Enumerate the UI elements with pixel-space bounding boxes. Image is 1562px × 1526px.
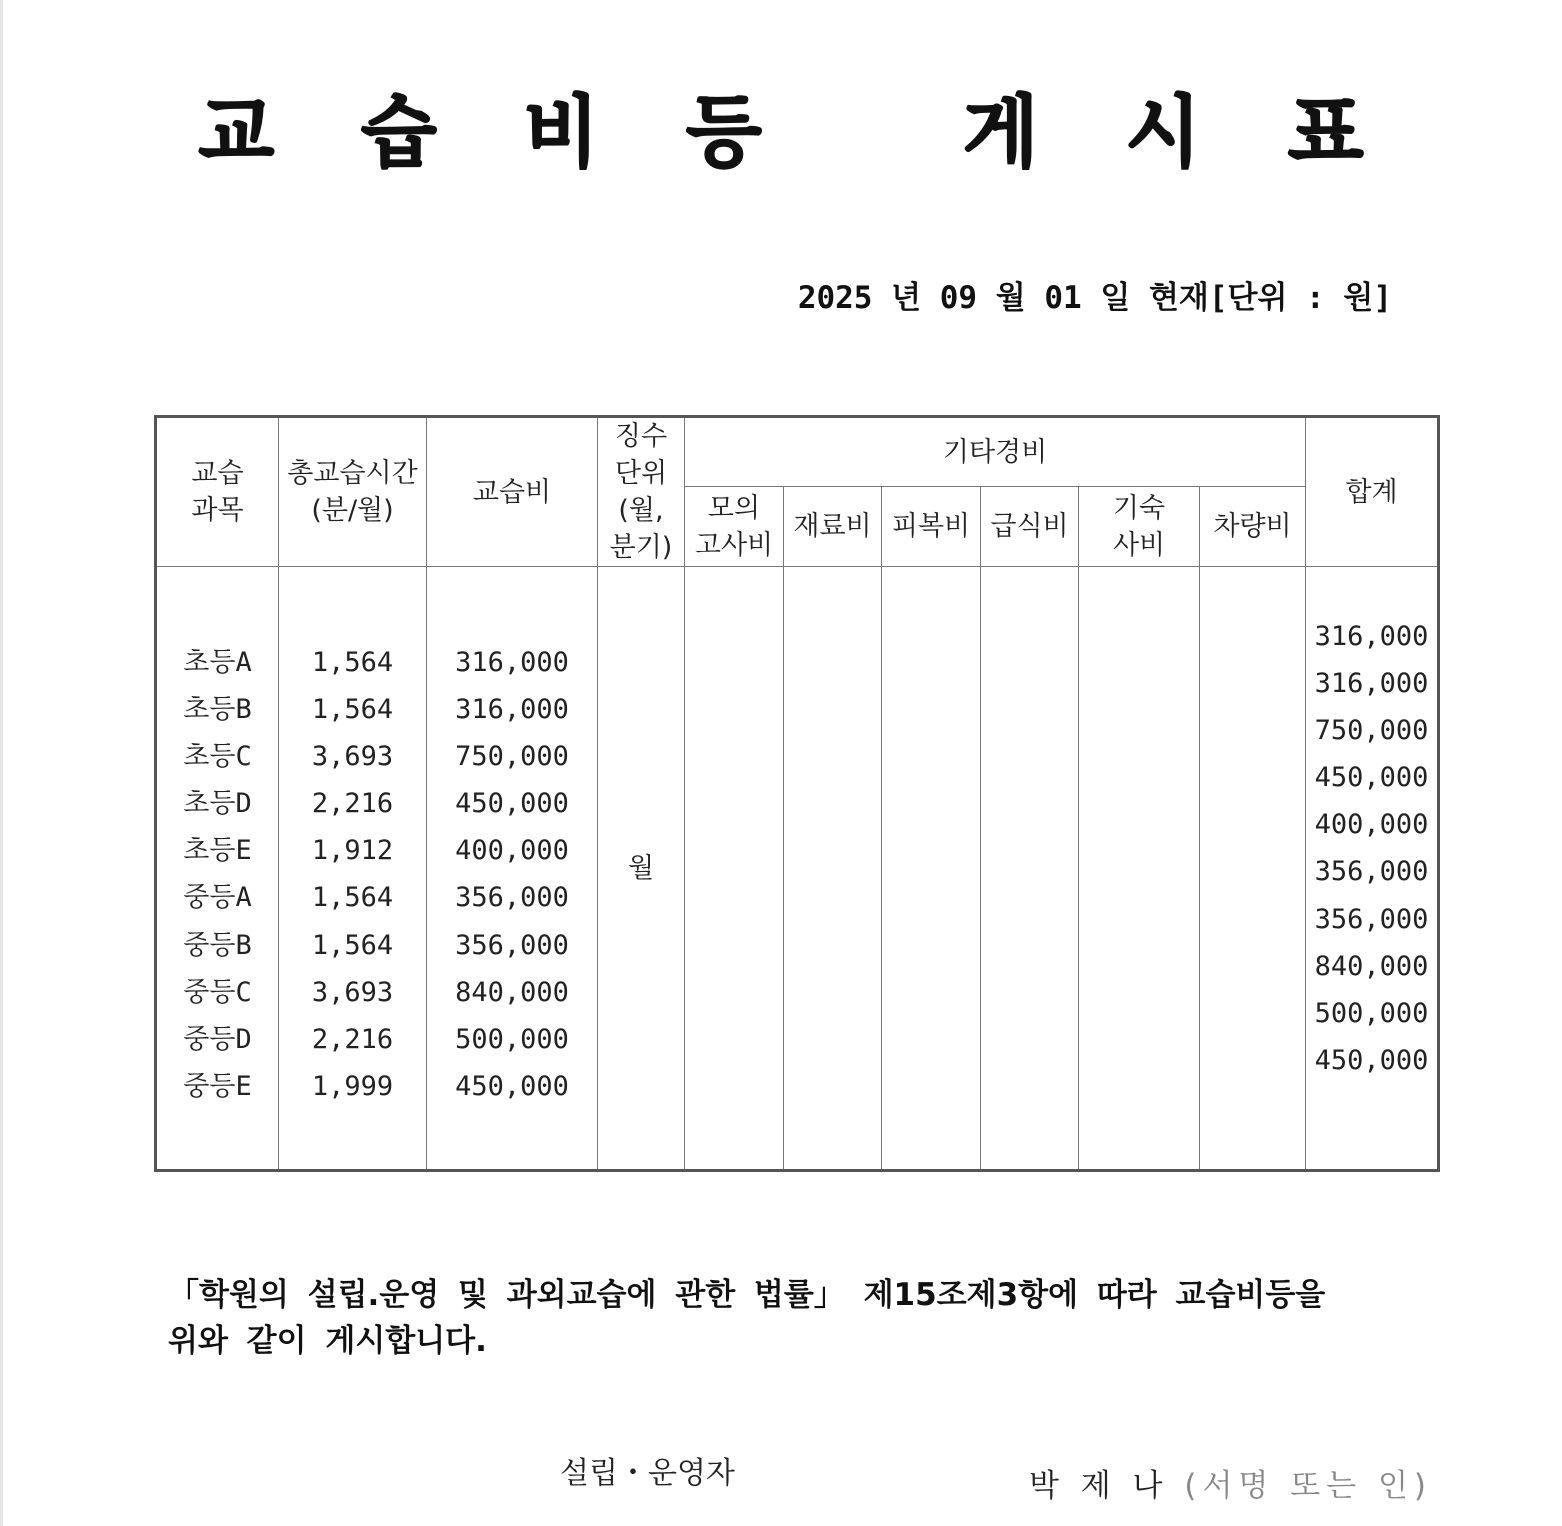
tuition-list xyxy=(427,567,597,1110)
row-hours: 1,999 xyxy=(311,1070,394,1102)
row-total: 356,000 xyxy=(1314,856,1429,888)
row-total: 840,000 xyxy=(1314,950,1429,982)
operator-name: 박 제 나 xyxy=(1028,1468,1169,1504)
mock-exam-cell xyxy=(685,567,784,1171)
row-tuition: 450,000 xyxy=(455,788,569,820)
row-total: 500,000 xyxy=(1314,997,1429,1029)
row-subject: 중등C xyxy=(183,976,252,1008)
tuition-column xyxy=(427,567,598,1171)
row-total: 316,000 xyxy=(1314,668,1429,700)
row-subject: 중등D xyxy=(183,1023,252,1055)
row-hours: 3,693 xyxy=(311,976,394,1008)
header-total: 합계 xyxy=(1306,417,1439,567)
row-subject: 중등E xyxy=(183,1070,252,1102)
header-dorm-line1: 기숙 xyxy=(1112,492,1166,524)
statement-line2: 위와 같이 게시합니다. xyxy=(168,1323,487,1359)
header-vehicle: 차량비 xyxy=(1200,487,1306,567)
row-subject: 초등E xyxy=(183,835,252,867)
header-collect-line2: 단위 xyxy=(614,458,668,489)
row-subject: 초등D xyxy=(183,788,252,820)
row-hours: 2,216 xyxy=(311,788,394,820)
statement-line1: 「학원의 설립.운영 및 과외교습에 관한 법률」 제15조제3항에 따라 교습비등을 xyxy=(168,1277,1326,1313)
row-hours: 2,216 xyxy=(311,1023,394,1055)
row-total: 356,000 xyxy=(1314,903,1429,935)
page-title: 교 습 비 등 게 시 표 xyxy=(198,88,1394,178)
row-tuition: 356,000 xyxy=(455,929,569,961)
hours-list xyxy=(279,567,426,1110)
row-subject: 초등B xyxy=(183,694,252,726)
row-hours: 1,912 xyxy=(311,835,394,867)
sign-note: (서명 또는 인) xyxy=(1184,1468,1432,1504)
header-mock-exam xyxy=(685,487,784,567)
header-collect-line3: (월, xyxy=(618,495,664,526)
clothing-cell xyxy=(882,567,981,1171)
row-tuition: 840,000 xyxy=(455,976,569,1008)
row-subject: 중등A xyxy=(183,882,252,914)
row-total: 450,000 xyxy=(1314,762,1429,794)
header-tuition: 교습비 xyxy=(427,417,598,567)
row-total: 316,000 xyxy=(1314,621,1429,652)
header-collection-unit xyxy=(598,417,685,567)
row-total: 450,000 xyxy=(1314,1044,1429,1076)
row-subject: 초등A xyxy=(183,647,252,678)
statement xyxy=(168,1272,1388,1364)
header-collect-line4: 분기) xyxy=(609,532,673,563)
header-collect-line1: 징수 xyxy=(614,421,668,452)
total-list xyxy=(1306,567,1437,1084)
header-mock-exam-line1: 모의 xyxy=(707,492,761,524)
row-tuition: 450,000 xyxy=(455,1070,569,1102)
header-mock-exam-line2: 고사비 xyxy=(694,529,774,561)
header-clothing: 피복비 xyxy=(882,487,981,567)
meals-cell xyxy=(981,567,1079,1171)
row-hours: 3,693 xyxy=(311,741,394,773)
collection-unit-cell: 월 xyxy=(598,567,685,1171)
header-materials: 재료비 xyxy=(784,487,882,567)
row-tuition: 500,000 xyxy=(455,1023,569,1055)
row-tuition: 316,000 xyxy=(455,694,569,726)
row-tuition: 316,000 xyxy=(455,647,569,678)
row-hours: 1,564 xyxy=(311,647,394,678)
header-hours-line2: (분/월) xyxy=(311,495,394,526)
row-total: 400,000 xyxy=(1314,809,1429,841)
dorm-cell xyxy=(1079,567,1200,1171)
row-subject: 중등B xyxy=(183,929,252,961)
row-tuition: 400,000 xyxy=(455,835,569,867)
header-dorm xyxy=(1079,487,1200,567)
fee-table xyxy=(154,415,1440,1172)
total-column xyxy=(1306,567,1439,1171)
row-hours: 1,564 xyxy=(311,882,394,914)
subject-column xyxy=(156,567,279,1171)
operator-signature xyxy=(1029,1460,1432,1505)
header-hours xyxy=(279,417,427,567)
header-subject-line2: 과목 xyxy=(191,495,244,526)
header-subject-line1: 교습 xyxy=(191,458,244,489)
row-hours: 1,564 xyxy=(311,694,394,726)
vehicle-cell xyxy=(1200,567,1306,1171)
page-edge xyxy=(0,0,3,1526)
header-subject xyxy=(156,417,279,567)
row-total: 750,000 xyxy=(1314,715,1429,747)
row-tuition: 356,000 xyxy=(455,882,569,914)
hours-column xyxy=(279,567,427,1171)
header-dorm-line2: 사비 xyxy=(1112,529,1166,561)
row-hours: 1,564 xyxy=(311,929,394,961)
header-hours-line1: 총교습시간 xyxy=(287,458,418,489)
row-subject: 초등C xyxy=(183,741,252,773)
header-other-costs: 기타경비 xyxy=(685,417,1306,487)
subject-list xyxy=(157,567,278,1110)
date-line: 2025 년 09 월 01 일 현재[단위 : 원] xyxy=(797,280,1392,316)
materials-cell xyxy=(784,567,882,1171)
operator-label: 설립・운영자 xyxy=(560,1456,735,1491)
row-tuition: 750,000 xyxy=(455,741,569,773)
header-meals: 급식비 xyxy=(981,487,1079,567)
